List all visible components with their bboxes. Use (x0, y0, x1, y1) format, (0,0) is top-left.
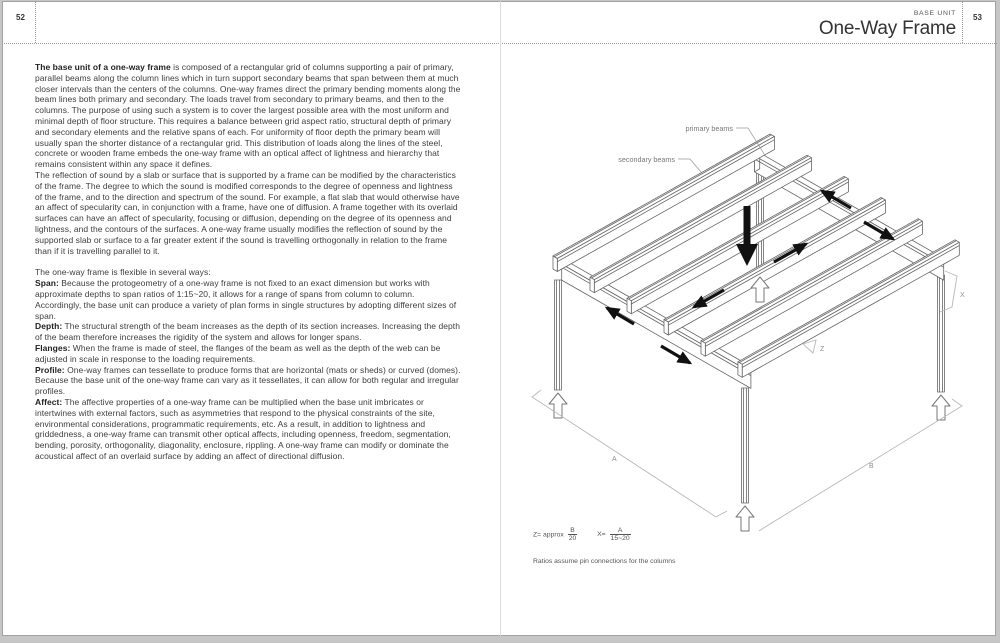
reaction-arrow-right (932, 395, 950, 420)
column-left (555, 280, 562, 390)
body-paragraph: The reflection of sound by a slab or surface that is supported by a frame can be modified by the characteristics of the frame. The degree to which the sound is modified corresponds to the degree of openness and lightness of the frame, and to the direction and spectrum of the sound. For example, a flat slab that would otherwise have an affect of specularity can, in conjunction with a frame, have one of diffusion. A frame together with its overlaid surfaces can have an affect of specularity, focusing or diffusion, depending on the degree of its openness and lightness, and the contours of the surfaces. A one-way frame usually modifies the reflection of sound by the supported slab or surface to a far greater extent if the sound is travelling orthogonally in relation to the frame than if it is travelling parallel to it. (35, 169, 460, 256)
body-paragraph: Span: Because the protogeometry of a one-way frame is not fixed to an exact dimension but works with approximate depths to span ratios of 1:15~20, it allows for a range of spans from column to column. Accordingly, the base unit can produce a variety of plan forms in single structures by adopting different sizes of span. (35, 278, 457, 321)
dimension-label-z: Z (820, 346, 825, 353)
column-right (938, 275, 945, 392)
formula-z-lhs: Z= approx (533, 531, 564, 539)
page-title: One-Way Frame (818, 18, 956, 39)
formula-x-fraction: $\frac{A}{15\sim 20}$ (610, 527, 630, 542)
body-paragraph: The base unit of a one-way frame is composed of a rectangular grid of columns supporting a pair of primary, parallel beams along the column lines which in turn support secondary beams that span between them at much closer intervals than the centers of the columns. One-way frames direct the primary bending moments along the beam lines both primary and secondary. The loads travel from secondary to primary beams, and then to the columns. The purpose of using such a system is to cover the largest possible area with the most uniform and minimal depth of floor structure. This requires a balance between grid aspect ratio, structural depth of primary and secondary elements and the relative spans of each. For uniformity of floor depth the primary beam will usually span the shorter distance of a rectangular grid. This distribution of loads along the lines of the steel, concrete or wooden frame embeds the one-way frame with an optical affect of lightness and hierarchy that remains consistent within any space it defines. (35, 62, 461, 170)
body-paragraph: The one-way frame is flexible in several ways: (35, 267, 211, 278)
column-front (742, 388, 749, 503)
label-primary-beams: primary beams (685, 124, 733, 133)
dimension-label-a: A (612, 456, 617, 463)
body-paragraph: Depth: The structural strength of the beam increases as the depth of its section increases. Increasing the depth of the beam therefore increases the rigidity of the system and allows for longer spans. (35, 321, 460, 343)
dimension-line-b (759, 399, 962, 531)
formula-z-fraction: $\frac{B}{20}$ (568, 527, 577, 542)
dimension-label-b: B (869, 463, 874, 470)
leader-secondary-beams (678, 159, 701, 172)
body-paragraph: Profile: One-way frames can tessellate to produce forms that are horizontal (mats or sheds) or curved (domes). Because the base unit of the one-way frame can vary as it tessellates, it can allow for both regular and irregular profiles. (35, 364, 461, 397)
diagram-note: Ratios assume pin connections for the columns (533, 558, 676, 565)
body-paragraph: Affect: The affective properties of a one-way frame can be multiplied when the base unit imbricates or intertwines with external factors, such as asymmetries that respond to the physical constraints of the site, environmental considerations, programmatic requirements, etc. As a result, in addition to lightness and griddedness, a one-way frame can transmit other optical affects, including openness, freedom, segmentation, bending, porosity, orthogonality, diagonality, enclosure, rippling. A one-way frame can modify or dominate the acoustical affect of an overlaid surface by adding an affect of directional diffusion. (35, 396, 451, 461)
left-page-number: 52 (16, 13, 25, 22)
reaction-arrow-front (736, 506, 754, 531)
label-secondary-beams: secondary beams (618, 155, 675, 164)
formula-x-lhs: X= (597, 531, 606, 539)
dimension-label-x: X (960, 292, 965, 299)
ratio-formulas (533, 527, 633, 542)
section-kicker: BASE UNIT (913, 10, 956, 17)
right-page-number: 53 (973, 13, 982, 22)
body-paragraph: Flanges: When the frame is made of steel, the flanges of the beam as well as the depth of the web can be adjusted in scale in response to the loading requirements. (35, 342, 441, 364)
